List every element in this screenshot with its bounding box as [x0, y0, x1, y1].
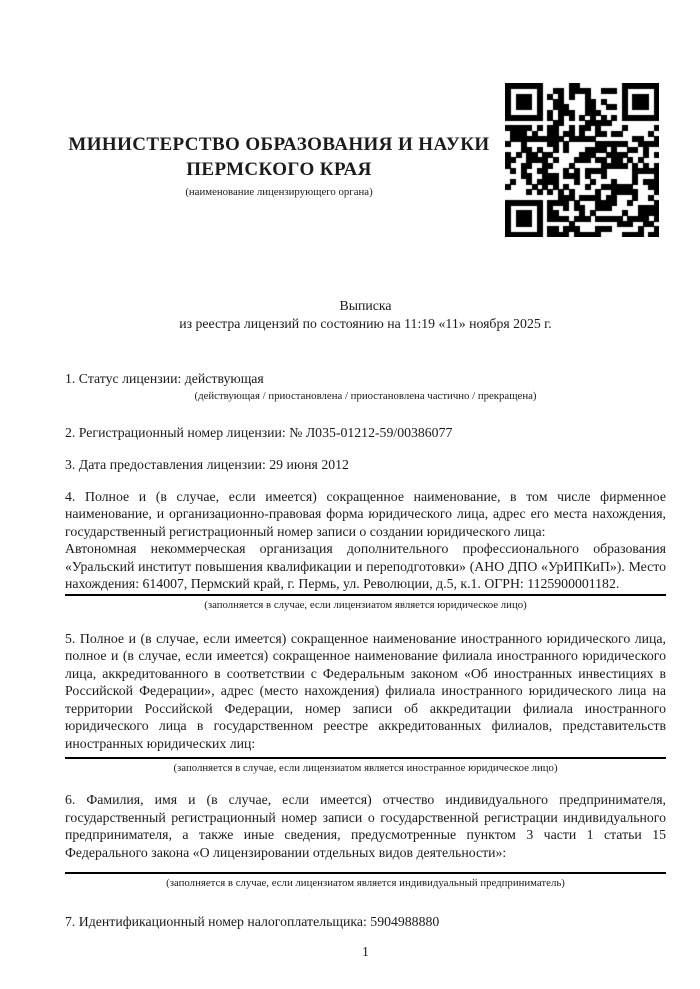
item-individual-entrepreneur [65, 791, 666, 890]
document-title [65, 297, 666, 332]
document-body [65, 297, 666, 960]
document-title-line1: Выписка [339, 298, 392, 313]
legal-entity-caption: (заполняется в случае, если лицензиатом является юридическое лицо) [204, 598, 527, 611]
item-legal-entity [65, 488, 666, 612]
item-registration-number [65, 424, 666, 442]
entrepreneur-caption: (заполняется в случае, если лицензиатом является индивидуальный предприниматель) [166, 877, 565, 889]
entrepreneur-heading: 6. Фамилия, имя и (в случае, если имеется) отчество индивидуального предпринимателя, государственный регистрационный номер записи о государственной регистрации индивидуального предпринимателя, а также иные сведения, предусмотренные пунктом 3 части 1 статьи 15 Федерального закона «О лицензировании отдельных видов деятельности»: [65, 792, 666, 860]
foreign-entity-heading: 5. Полное и (в случае, если имеется) сокращенное наименование иностранного юридического лица, полное и (в случае, если имеется) сокращенное наименование филиала иностранного юридического лица, аккредитованного в соответствии с Федеральным законом «Об иностранных инвестициях в Российской Федерации», адрес (место нахождения) филиала иностранного юридического лица на территории Российской Федерации, номер записи об аккредитации филиала иностранного юридического лица в государственном реестре аккредитованных филиалов, представительств иностранных юридических лиц: [65, 630, 666, 751]
item-license-date [65, 456, 666, 474]
legal-entity-value: Автономная некоммерческая организация дополнительного профессионального образования «Уральский институт повышения квалификации и переподготовки» (АНО ДПО «УрИПКиП»). Место нахождения: 614007, Пермский край, г. Пермь, ул. Революции, д.5, к.1. ОГРН: 1125900001182. [65, 541, 666, 591]
item-taxpayer-id [65, 913, 666, 931]
fill-in-rule [65, 594, 666, 596]
authority-name-caption: (наименование лицензирующего органа) [185, 186, 373, 198]
taxpayer-id-text: 7. Идентификационный номер налогоплательщика: 5904988880 [65, 914, 440, 929]
qr-code-icon [505, 83, 659, 237]
licensing-authority-name [63, 132, 495, 182]
item-license-status [65, 370, 666, 403]
item-foreign-entity [65, 630, 666, 776]
letterhead [63, 132, 495, 199]
authority-name-line2: ПЕРМСКОГО КРАЯ [186, 159, 372, 180]
registration-number-text: 2. Регистрационный номер лицензии: № Л035-01212-59/00386077 [65, 424, 453, 440]
fill-in-rule [65, 872, 666, 874]
license-status-caption: (действующая / приостановлена / приостановлена частично / прекращена) [194, 389, 537, 402]
license-status-text: 1. Статус лицензии: действующая [65, 371, 264, 386]
legal-entity-heading: 4. Полное и (в случае, если имеется) сокращенное наименование, в том числе фирменное наименование, и организационно-правовая форма юридического лица, адрес его места нахождения, государственный регистрационный номер записи о создании юридического лица: [65, 488, 666, 539]
authority-name-line1: МИНИСТЕРСТВО ОБРАЗОВАНИЯ И НАУКИ [68, 134, 490, 155]
fill-in-rule [65, 757, 666, 759]
foreign-entity-caption: (заполняется в случае, если лицензиатом является иностранное юридическое лицо) [173, 762, 558, 774]
page-number: 1 [362, 943, 369, 959]
document-title-line2: из реестра лицензий по состоянию на 11:19 «11» ноября 2025 г. [179, 315, 552, 331]
license-date-text: 3. Дата предоставления лицензии: 29 июня 2012 [65, 457, 349, 472]
